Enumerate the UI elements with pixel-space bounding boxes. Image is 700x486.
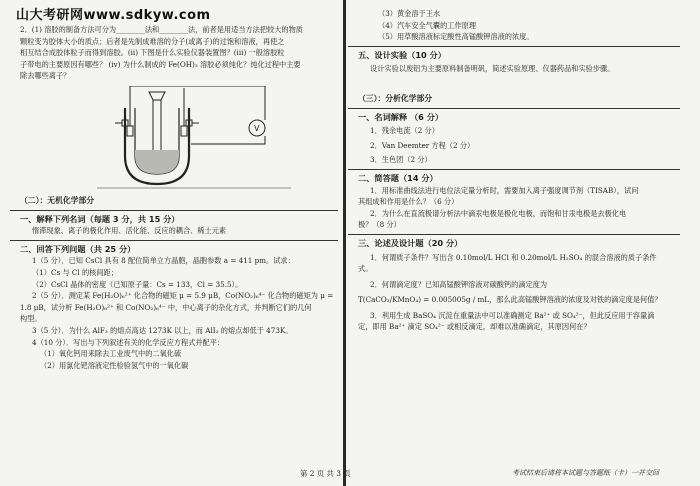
text-line: 构型。 xyxy=(20,314,42,324)
brand-watermark: 山大考研网www.sdkyw.com xyxy=(16,8,211,23)
terms-title: 一、名词解释 （6 分） xyxy=(358,111,444,122)
text-line: 1．何谓质子条件？写出含 0.10mol/L HCl 和 0.20mol/L H₂SO₄ 的混合溶液的质子条件 xyxy=(370,252,657,262)
part1-terms: 惰滞现象、离子的极化作用、活化能、反应的耦合、稀土元素 xyxy=(32,226,227,236)
text-line: 1．残余电流（2 分） xyxy=(370,126,439,136)
section-analytical-title: （三）：分析化学部分 xyxy=(358,93,433,103)
text-line: （5）用草酸溶液标定酸性高锰酸钾溶液的浓度。 xyxy=(378,32,534,42)
page-fold-divider xyxy=(343,0,346,486)
divider xyxy=(10,240,338,241)
divider xyxy=(348,169,680,170)
divider xyxy=(348,46,680,47)
text-line: 4（10 分）．写出与下列叙述有关的化学反应方程式并配平： xyxy=(32,337,225,347)
design-text: 设计实验以废铝为主要原料制备明矾，简述实验原理、仪器药品和实验步骤。 xyxy=(370,64,615,74)
text-line: 式。 xyxy=(358,264,373,274)
electrophoresis-apparatus-figure xyxy=(95,86,295,191)
footer-note: 考试结束后请将本试题与答题纸（卡）一并交回 xyxy=(512,469,659,477)
text-line: 1.8 μB，试分析 Fe(H₂O)₆²⁺ 和 Co(NO₂)₆⁴⁻ 中，中心离子的杂化方式，并判断它们的几何 xyxy=(20,302,312,312)
voltmeter-label: V xyxy=(254,123,260,133)
question-2-colloid xyxy=(20,24,338,82)
text-line: 3．利用生成 BaSO₄ 沉淀在重量法中可以准确测定 Ba²⁺ 或 SO₄²⁻，但此反应用于容量滴 xyxy=(370,310,655,320)
essay-title: 三、论述及设计题（20 分） xyxy=(358,237,463,248)
text-line: T(CaCO₃/KMnO₄) = 0.005005g / mL，那么此高锰酸钾溶液的浓度及对铁的滴定度是何值？ xyxy=(358,295,662,305)
text-line: （1）Cs 与 Cl 的核间距； xyxy=(32,267,118,277)
text-line: 2．(1) 溶胶的制备方法可分为________法和________法，前者是用适当方法把较大的物质 xyxy=(20,25,303,34)
text-line: 颗粒变为胶体大小的质点；后者是先制成难溶的分子(或离子)的过饱和溶液，再使之 xyxy=(20,36,285,46)
text-line: 2．为什么在直流极谱分析法中滴汞电极是极化电极，而饱和甘汞电极是去极化电 xyxy=(370,208,627,218)
text-line: （2）CsCl 晶体的密度（已知原子量：Cs = 133，Cl = 35.5）。 xyxy=(32,279,243,289)
text-line: 1．用标准曲线法进行电位法定量分析时，需要加入离子强度调节剂（TISAB），试问 xyxy=(370,185,639,195)
divider xyxy=(10,210,338,211)
text-line: 相互结合成胶体粒子而得到溶胶。(ii) 下图是什么实验仪器装置图？(iii) 一般溶胶粒 xyxy=(20,48,285,58)
divider xyxy=(348,108,680,109)
text-line: 2．何谓滴定度？已知高锰酸钾溶液对碳酸钙的滴定度为 xyxy=(370,279,548,289)
left-column xyxy=(20,24,338,371)
text-line: 2．Van Deemter 方程（2 分） xyxy=(370,140,475,150)
part1-title: 一、解释下列名词（每题 3 分，共 15 分） xyxy=(20,213,180,224)
part2-title: 二、回答下列问题（共 25 分） xyxy=(20,243,136,254)
apparatus-drawing xyxy=(95,86,295,191)
text-line: 3（5 分）．为什么 AlF₃ 的熔点高达 1273K 以上，而 AlI₃ 的熔点却低于 473K。 xyxy=(32,325,293,335)
text-line: （2）用氯化钯溶液定性检验氢气中的一氧化碳 xyxy=(40,360,189,370)
text-line: 1（5 分）．已知 CsCl 具有 8 配位简单立方晶胞，晶胞参数 a = 411 pm。试求： xyxy=(32,256,295,266)
text-line: （3）黄金溶于王水 xyxy=(378,9,441,18)
divider xyxy=(348,234,680,235)
text-line: 定，即用 Ba²⁺ 滴定 SO₄²⁻ 或相反滴定，却难以准确滴定，其原因何在？ xyxy=(358,322,591,332)
text-line: （1）氧化钙用来除去工业废气中的二氧化硫 xyxy=(40,349,182,359)
text-line: （4）汽车安全气囊的工作原理 xyxy=(378,20,477,30)
section-inorganic-title: （二）：无机化学部分 xyxy=(20,195,95,205)
short-answer-title: 二、简答题（14 分） xyxy=(358,172,438,183)
text-line: 极？（8 分） xyxy=(358,220,401,230)
text-line: 3．生色团（2 分） xyxy=(370,155,432,165)
text-line: 其组成和作用是什么？（6 分） xyxy=(358,197,459,207)
text-line: 子带电的主要原因有哪些？ (iv) 为什么制成的 Fe(OH)₃ 溶胶必须纯化？纯化过程中主要 xyxy=(20,59,301,69)
design-title: 五、设计实验（10 分） xyxy=(358,49,446,60)
page-number: 第 2 页 共 3 页 xyxy=(300,469,351,478)
text-line: 除去哪些离子？ xyxy=(20,71,71,81)
right-column xyxy=(358,8,680,333)
text-line: 2（5 分）．测定某 Fe(H₂O)₆²⁺ 化合物的磁矩 μ = 5.9 μB，Co(NO₂)₆⁴⁻ 化合物的磁矩为 μ = xyxy=(32,291,334,301)
